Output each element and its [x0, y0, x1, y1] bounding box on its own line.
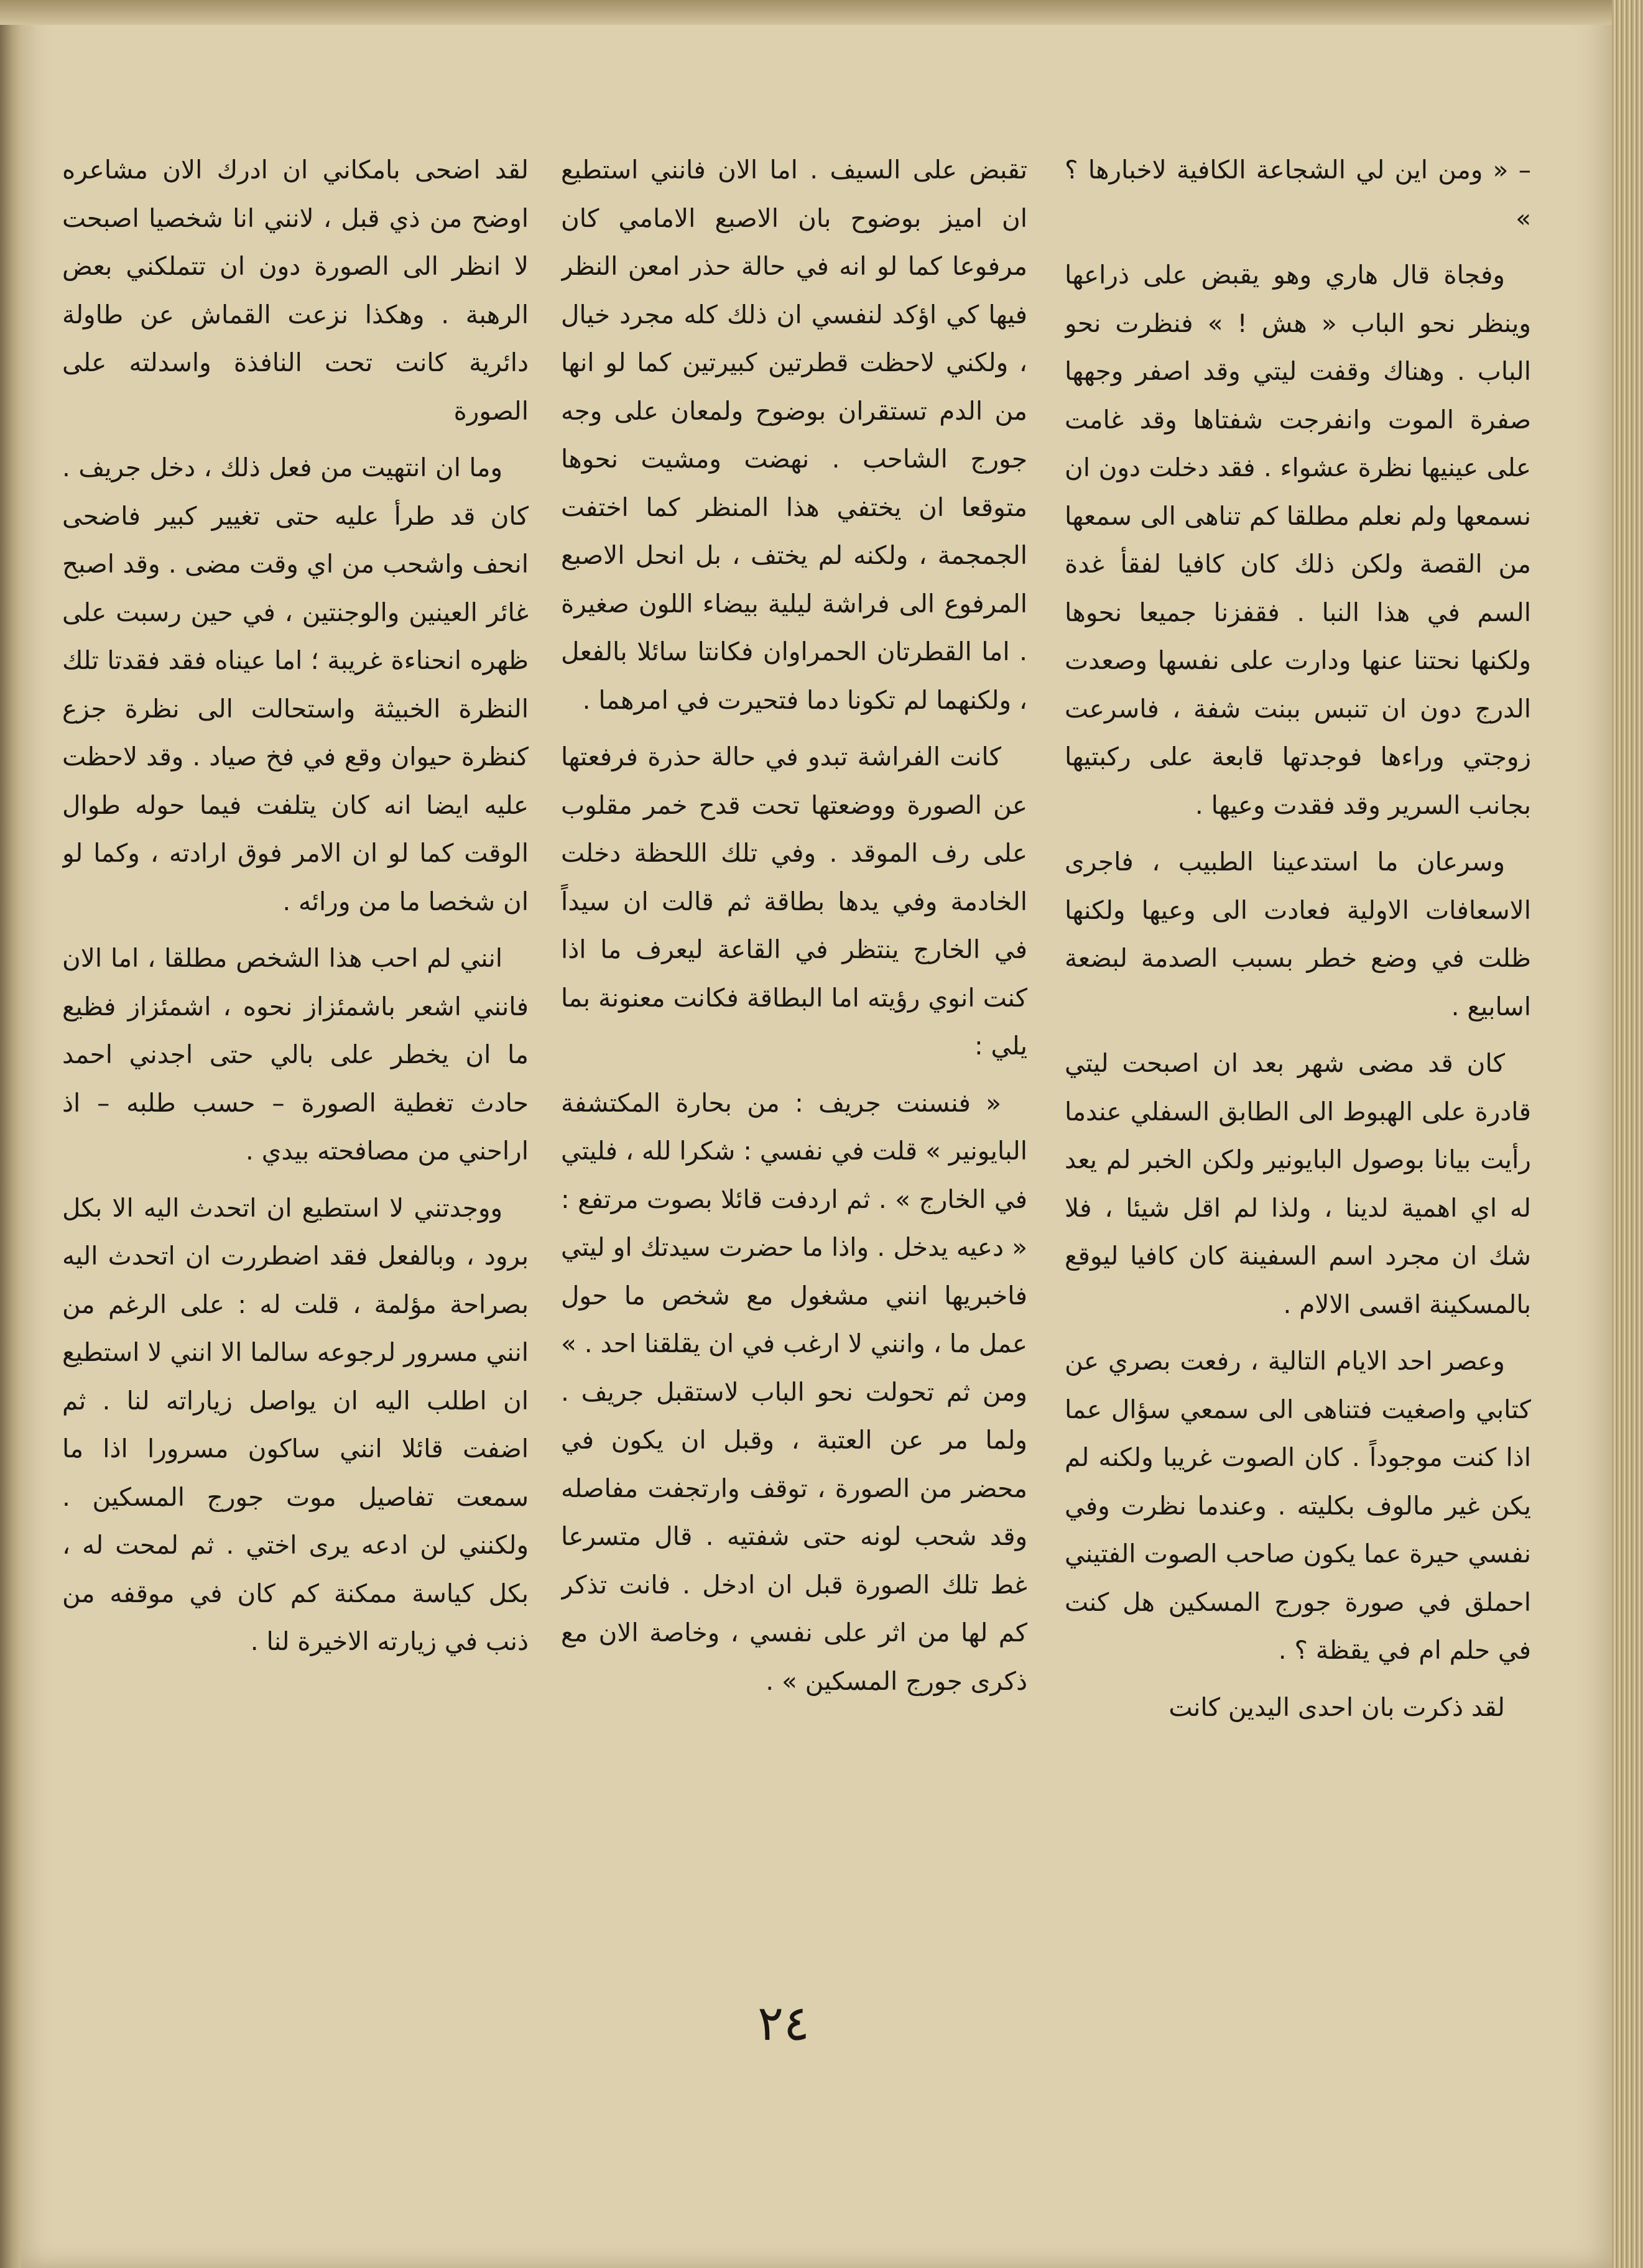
- page-number: ٢٤: [757, 1996, 810, 2052]
- text-column-right: [1065, 146, 1531, 1989]
- paragraph: انني لم احب هذا الشخص مطلقا ، اما الان فانني اشعر باشمئزاز نحوه ، اشمئزاز فظيع ما ان يخطر على بالي حتى اجدني احمد حادث تغطية الصورة – حسب طلبه – اذ اراحني من مصافحته بيدي .: [62, 943, 529, 1166]
- paragraph: تقبض على السيف . اما الان فانني استطيع ان اميز بوضوح بان الاصبع الامامي كان مرفوعا كما لو انه في حالة حذر امعن النظر فيها كي اؤكد لنفسي ان ذلك كله مجرد خيال ، ولكني لاحظت قطرتين كبيرتين كما لو انها من الدم تستقران بوضوح ولمعان على وجه جورج الشاحب . نهضت ومشيت نحوها متوقعا ان يختفي هذا المنظر كما اختفت الجمجمة ، ولكنه لم يختف ، بل انحل الاصبع المرفوع الى فراشة ليلية بيضاء اللون صغيرة . اما القطرتان الحمراوان فكانتا سائلا بالفعل ، ولكنهما لم تكونا دما فتحيرت في امرهما .: [561, 155, 1027, 715]
- paragraph: كانت الفراشة تبدو في حالة حذرة فرفعتها عن الصورة ووضعتها تحت قدح خمر مقلوب على رف الموقد . وفي تلك اللحظة دخلت الخادمة وفي يدها بطاقة ثم قالت ان سيداً في الخارج ينتظر في القاعة ليعرف ما اذا كنت انوي رؤيته اما البطاقة فكانت معنونة بما يلي :: [561, 742, 1027, 1061]
- paragraph: وفجاة قال هاري وهو يقبض على ذراعها وينظر نحو الباب « هش ! » فنظرت نحو الباب . وهناك وقفت ليتي وقد اصفر وجهها صفرة الموت وانفرجت شفتاها وقد غامت على عينيها نظرة عشواء . فقد دخلت دون ان نسمعها ولم نعلم مطلقا كم تناهى الى سمعها من القصة ولكن ذلك كان كافيا لفقأ غدة السم في هذا النبا . فقفزنا جميعا نحوها ولكنها نحتنا عنها ودارت على نفسها وصعدت الدرج دون ان تنبس ببنت شفة ، فاسرعت زوجتي وراءها فوجدتها قابعة على ركبتيها بجانب السرير وقد فقدت وعيها .: [1065, 260, 1531, 820]
- paragraph: كان قد مضى شهر بعد ان اصبحت ليتي قادرة على الهبوط الى الطابق السفلي عندما رأيت بيانا بوصول البايونير ولكن الخبر لم يعد له اي اهمية لدينا ، ولذا لم اقل شيئا ، فلا شك ان مجرد اسم السفينة كان كافيا ليوقع بالمسكينة اقسى الالام .: [1065, 1048, 1531, 1319]
- book-gutter-edge: [0, 0, 21, 2268]
- paragraph: « فنسنت جريف : من بحارة المكتشفة البايونير » قلت في نفسي : شكرا لله ، فليتي في الخارج » . ثم اردفت قائلا بصوت مرتفع : « دعيه يدخل . واذا ما حضرت سيدتك او ليتي فاخبريها انني مشغول مع شخص ما حول عمل ما ، وانني لا ارغب في ان يقلقنا احد . » ومن ثم تحولت نحو الباب لاستقبل جريف . ولما مر عن العتبة ، وقبل ان يكون في محضر من الصورة ، توقف وارتجفت مفاصله وقد شحب لونه حتى شفتيه . قال متسرعا غط تلك الصورة قبل ان ادخل . فانت تذكر كم لها من اثر على نفسي ، وخاصة الان مع ذكرى جورج المسكين » .: [561, 1087, 1027, 1696]
- paragraph: لقد اضحى بامكاني ان ادرك الان مشاعره اوضح من ذي قبل ، لانني انا شخصيا اصبحت لا انظر الى الصورة دون ان تتملكني بعض الرهبة . وهكذا نزعت القماش عن طاولة دائرية كانت تحت النافذة واسدلته على الصورة: [62, 155, 529, 426]
- page-top-edge: [0, 0, 1643, 25]
- book-fore-edge: [1612, 0, 1643, 2268]
- paragraph: لقد ذكرت بان احدى اليدين كانت: [1169, 1692, 1505, 1722]
- paragraph: – « ومن اين لي الشجاعة الكافية لاخبارها ؟ »: [1065, 155, 1531, 233]
- paragraph: وعصر احد الايام التالية ، رفعت بصري عن كتابي واصغيت فتناهى الى سمعي سؤال عما اذا كنت موجوداً . كان الصوت غريبا ولكنه لم يكن غير مالوف بكليته . وعندما نظرت وفي نفسي حيرة عما يكون صاحب الصوت الفتيني احملق في صورة جورج المسكين هل كنت في حلم ام في يقظة ؟ .: [1065, 1346, 1531, 1665]
- text-column-left: [62, 146, 529, 1989]
- paragraph: وما ان انتهيت من فعل ذلك ، دخل جريف . كان قد طرأ عليه حتى تغيير كبير فاضحى انحف واشحب من اي وقت مضى . وقد اصبح غائر العينين والوجنتين ، في حين رسبت على ظهره انحناءة غريبة ؛ اما عيناه فقد فقدتا تلك النظرة الخبيثة واستحالت الى نظرة جزع كنظرة حيوان وقع في فخ صياد . وقد لاحظت عليه ايضا انه كان يتلفت فيما حوله طوال الوقت كما لو ان الامر فوق ارادته ، وكما لو ان شخصا ما من ورائه .: [62, 453, 529, 916]
- paragraph: وسرعان ما استدعينا الطبيب ، فاجرى الاسعافات الاولية فعادت الى وعيها ولكنها ظلت في وضع خطر بسبب الصدمة لبضعة اسابيع .: [1065, 847, 1531, 1021]
- text-column-middle: [561, 146, 1027, 1989]
- paragraph: ووجدتني لا استطيع ان اتحدث اليه الا بكل برود ، وبالفعل فقد اضطررت ان اتحدث اليه بصراحة مؤلمة ، قلت له : على الرغم من انني مسرور لرجوعه سالما الا انني لا استطيع ان اطلب اليه ان يواصل زياراته لنا . ثم اضفت قائلا انني ساكون مسرورا اذا ما سمعت تفاصيل موت جورج المسكين . ولكنني لن ادعه يرى اختي . ثم لمحت له ، بكل كياسة ممكنة كم كان في موقفه من ذنب في زيارته الاخيرة لنا .: [62, 1192, 529, 1656]
